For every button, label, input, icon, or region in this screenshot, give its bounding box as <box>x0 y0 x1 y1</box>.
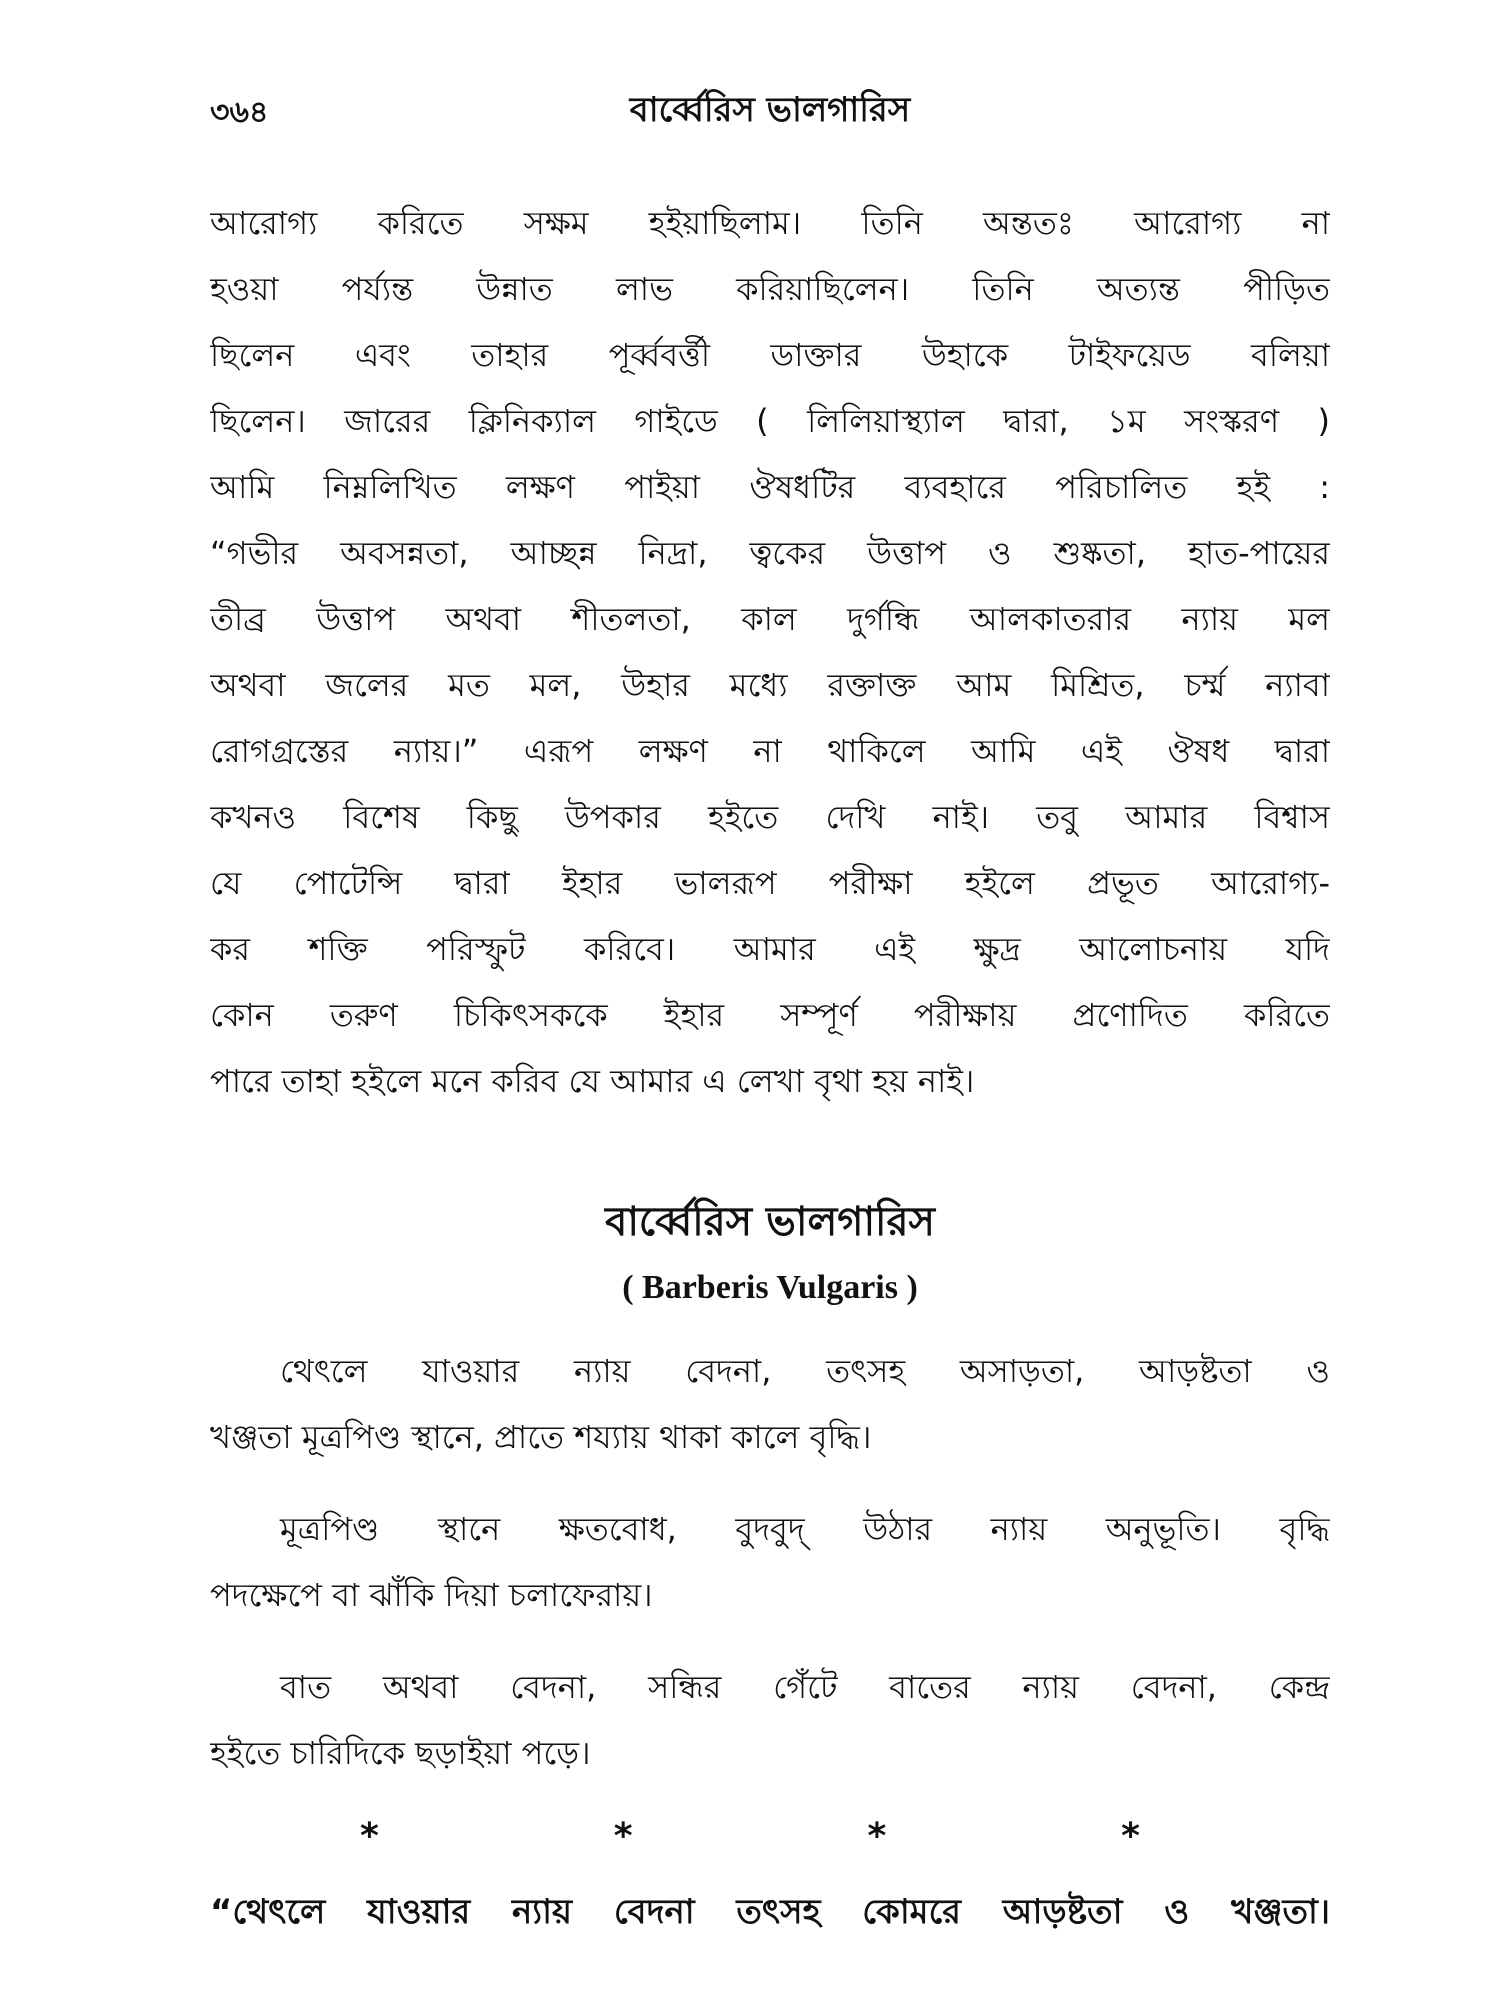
asterisk: * <box>867 1816 887 1857</box>
text-line: আমি নিম্নলিখিত লক্ষণ পাইয়া ঔষধটির ব্যবহারে পরিচালিত হই : <box>210 468 1330 506</box>
text-line: পারে তাহা হইলে মনে করিব যে আমার এ লেখা বৃথা হয় নাই। <box>210 1062 975 1100</box>
text-line: তীব্র উত্তাপ অথবা শীতলতা, কাল দুর্গন্ধি আলকাতরার ন্যায় মল <box>210 600 1330 638</box>
symptom-paragraph <box>210 1496 1330 1628</box>
text-line: থেৎলে যাওয়ার ন্যায় বেদনা, তৎসহ অসাড়তা, আড়ষ্টতা ও <box>280 1352 1330 1390</box>
running-title: বার্ব্বেরিস ভালগারিস <box>629 90 911 130</box>
symptom-paragraph <box>210 1654 1330 1786</box>
text-line: যে পোটেন্সি দ্বারা ইহার ভালরূপ পরীক্ষা হইলে প্রভূত আরোগ্য- <box>210 864 1330 902</box>
running-header <box>210 70 1330 140</box>
text-line: রোগগ্রস্তের ন্যায়।” এরূপ লক্ষণ না থাকিলে আমি এই ঔষধ দ্বারা <box>210 732 1330 770</box>
text-line: পদক্ষেপে বা ঝাঁকি দিয়া চলাফেরায়। <box>210 1576 653 1614</box>
text-line: “গভীর অবসন্নতা, আচ্ছন্ন নিদ্রা, ত্বকের উত্তাপ ও শুষ্কতা, হাত-পায়ের <box>210 534 1330 572</box>
asterisk: * <box>1121 1816 1140 1857</box>
section-title: বার্ব্বেরিস ভালগারিস <box>605 1199 935 1245</box>
section-separator <box>210 1812 1330 1862</box>
text-line: কর শক্তি পরিস্ফুট করিবে। আমার এই ক্ষুদ্র আলোচনায় যদি <box>210 930 1330 968</box>
text-line: হইতে চারিদিকে ছড়াইয়া পড়ে। <box>210 1734 591 1772</box>
text-line: কখনও বিশেষ কিছু উপকার হইতে দেখি নাই। তবু আমার বিশ্বাস <box>210 798 1330 836</box>
text-line: খঞ্জতা মূত্রপিণ্ড স্থানে, প্রাতে শয্যায় থাকা কালে বৃদ্ধি। <box>210 1418 872 1456</box>
text-line: বাত অথবা বেদনা, সন্ধির গেঁটে বাতের ন্যায় বেদনা, কেন্দ্র <box>280 1668 1330 1706</box>
text-line: ছিলেন। জারের ক্লিনিক্যাল গাইডে ( লিলিয়াস্থ্যাল দ্বারা, ১ম সংস্করণ ) <box>210 402 1330 440</box>
body-paragraph <box>210 190 1330 1114</box>
book-page <box>210 70 1330 1950</box>
text-line: কোন তরুণ চিকিৎসককে ইহার সম্পূর্ণ পরীক্ষায় প্রণোদিত করিতে <box>210 996 1330 1034</box>
text-line: অথবা জলের মত মল, উহার মধ্যে রক্তাক্ত আম মিশ্রিত, চর্ম্ম ন্যাবা <box>210 666 1330 704</box>
asterisk: * <box>613 1816 633 1857</box>
text-line: মূত্রপিণ্ড স্থানে ক্ষতবোধ, বুদবুদ্ উঠার ন্যায় অনুভূতি। বৃদ্ধি <box>280 1510 1330 1548</box>
summary-quote: “থেৎলে যাওয়ার ন্যায় বেদনা তৎসহ কোমরে আড়ষ্টতা ও খঞ্জতা। <box>210 1892 1330 1932</box>
text-line: ছিলেন এবং তাহার পূর্ব্ববর্ত্তী ডাক্তার উহাকে টাইফয়েড বলিয়া <box>210 336 1330 374</box>
text-line: আরোগ্য করিতে সক্ষম হইয়াছিলাম। তিনি অন্ততঃ আরোগ্য না <box>210 204 1330 242</box>
text-line: হওয়া পর্য্যন্ত উন্নাত লাভ করিয়াছিলেন। তিনি অত্যন্ত পীড়িত <box>210 270 1330 308</box>
asterisk: * <box>360 1816 379 1857</box>
page-number: ৩৬৪ <box>210 95 269 130</box>
symptom-paragraph <box>210 1338 1330 1470</box>
section-subtitle: ( Barberis Vulgaris ) <box>622 1269 918 1306</box>
